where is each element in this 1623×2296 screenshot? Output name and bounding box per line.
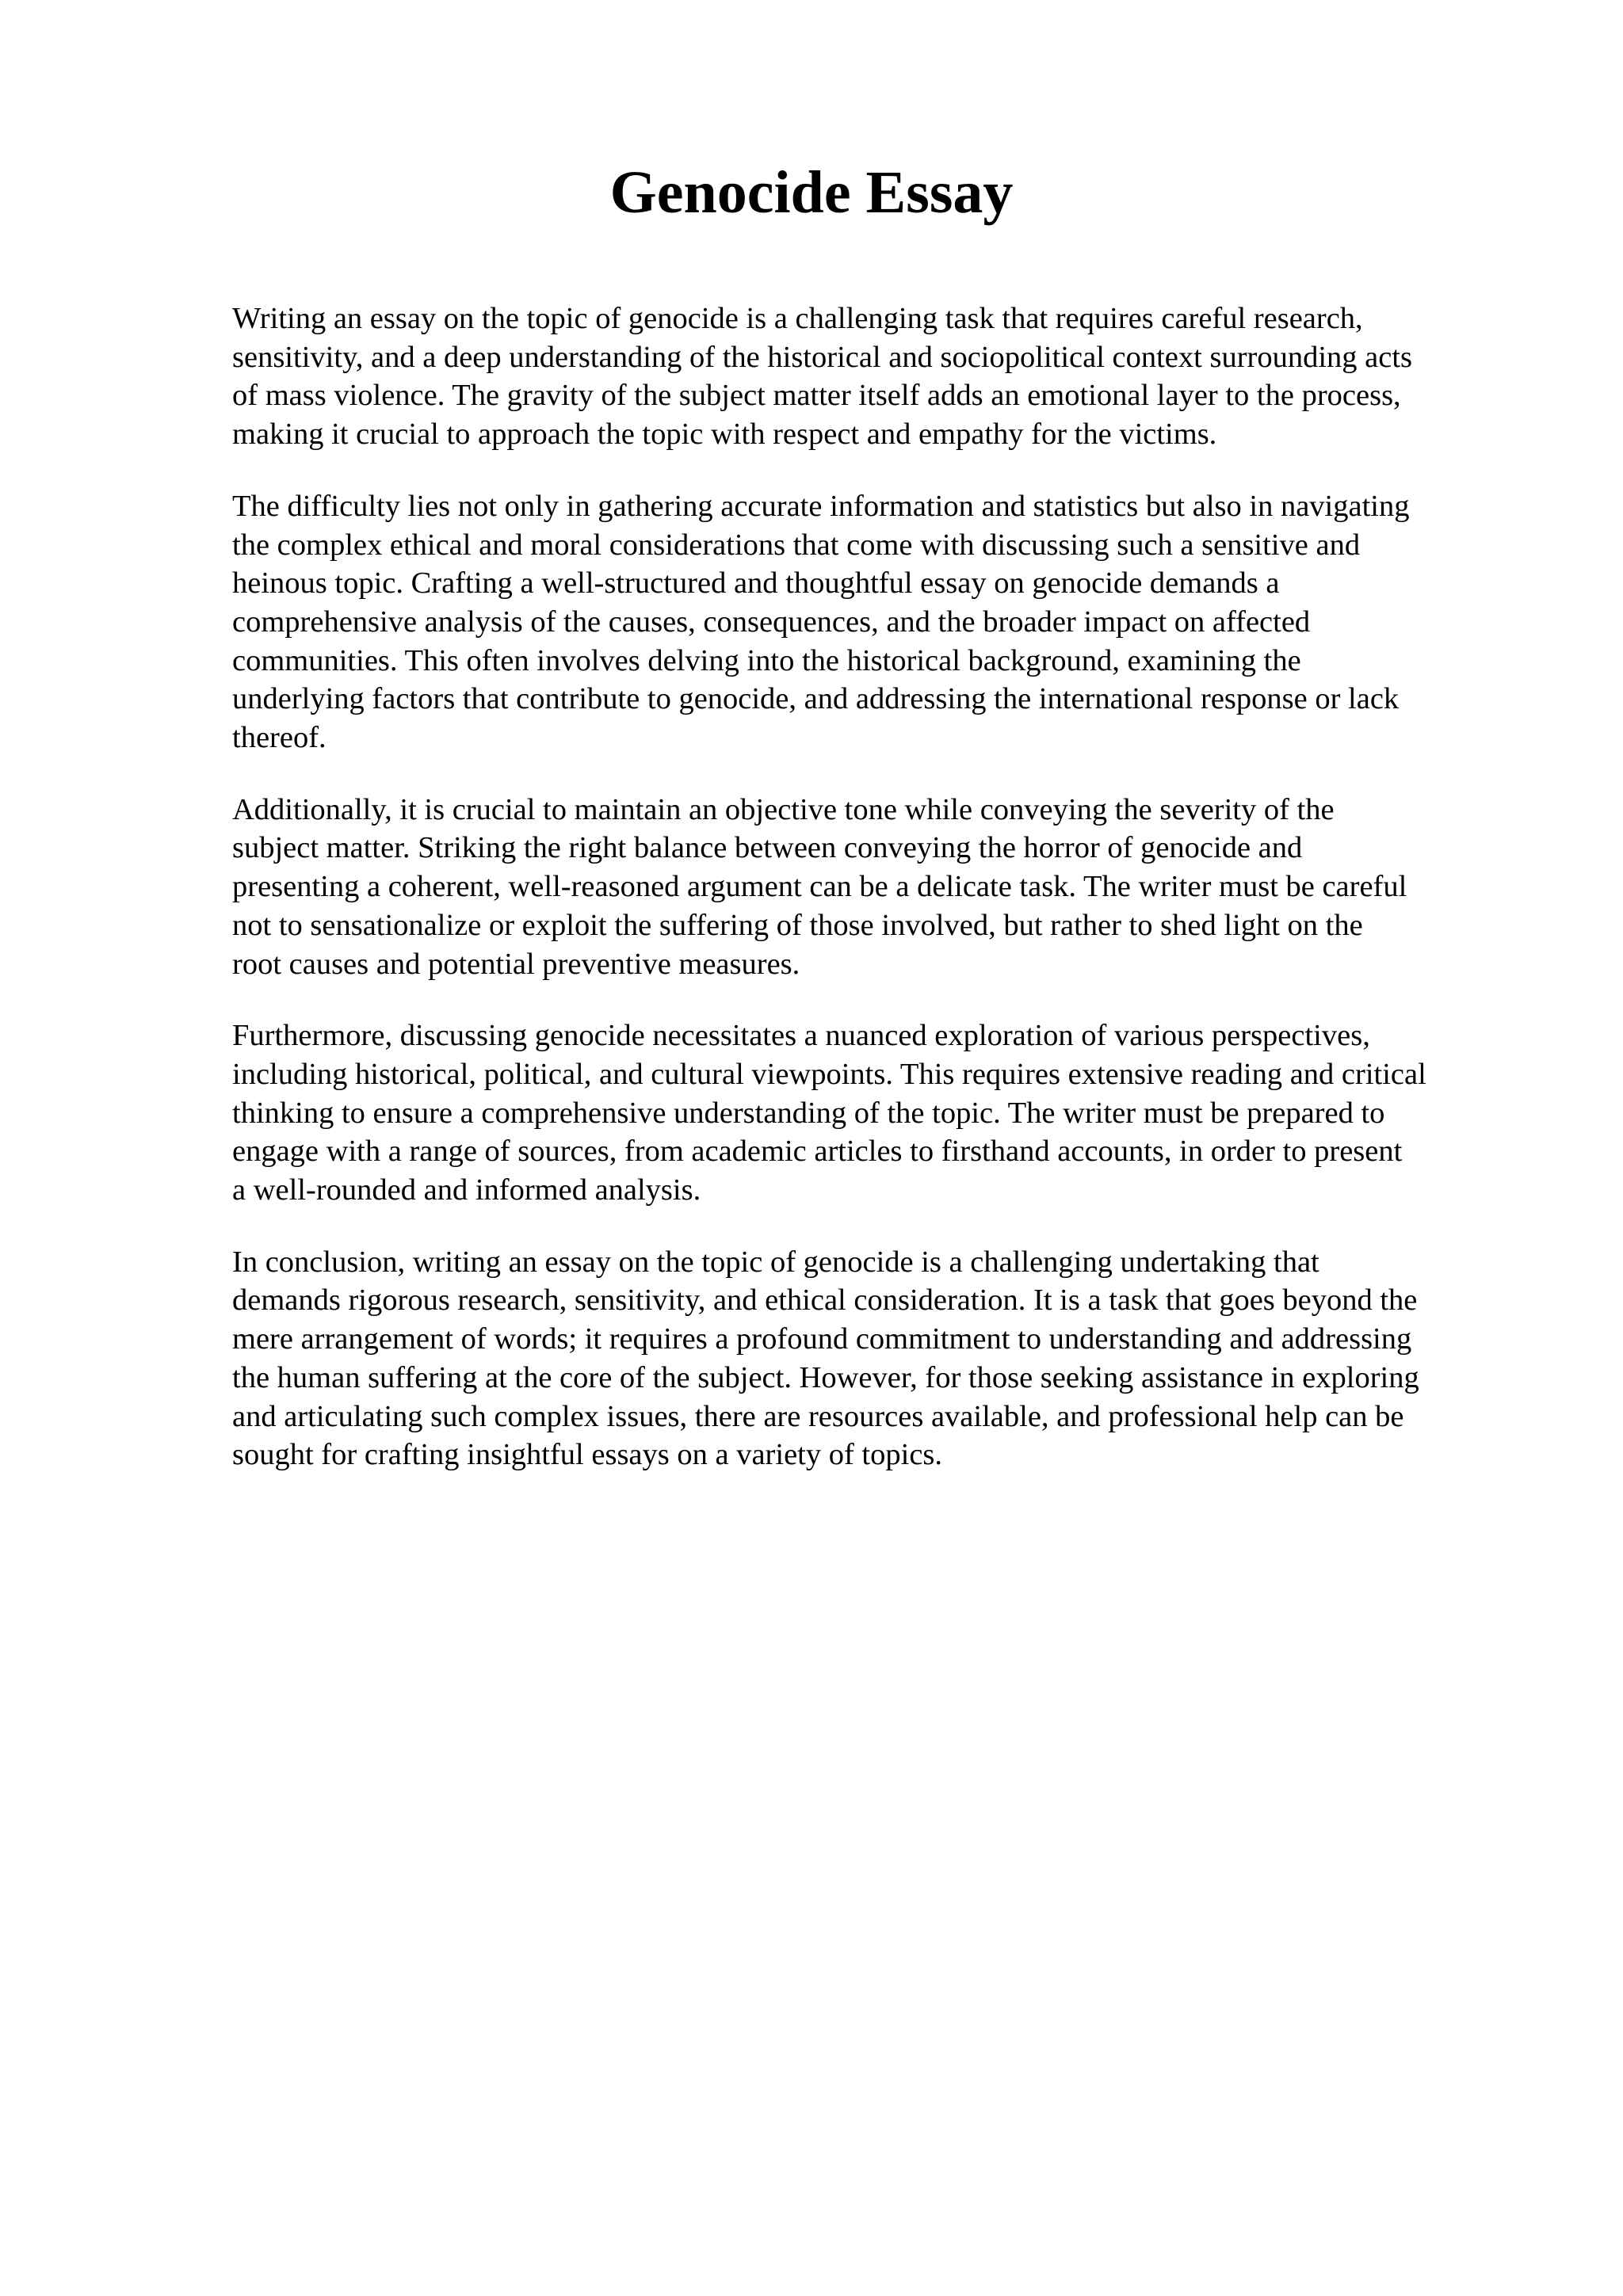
text-line: sought for crafting insightful essays on a variety of topics.	[232, 1438, 943, 1472]
text-line: root causes and potential preventive measures.	[232, 947, 800, 981]
text-line: sensitivity, and a deep understanding of the historical and sociopolitical context surrounding acts	[232, 340, 1413, 374]
text-line: of mass violence. The gravity of the subject matter itself adds an emotional layer to the process,	[232, 379, 1401, 413]
text-line: communities. This often involves delving into the historical background, examining the	[232, 643, 1301, 677]
text-line: mere arrangement of words; it requires a profound commitment to understanding and addressing	[232, 1322, 1412, 1356]
text-line: subject matter. Striking the right balance between conveying the horror of genocide and	[232, 831, 1303, 865]
text-line: Writing an essay on the topic of genocide is a challenging task that requires careful research,	[232, 302, 1363, 335]
text-line: demands rigorous research, sensitivity, and ethical consideration. It is a task that goes beyond the	[232, 1283, 1418, 1318]
paragraph-4	[232, 1016, 1529, 1210]
document-title: Genocide Essay	[609, 159, 1014, 226]
text-line: comprehensive analysis of the causes, consequences, and the broader impact on affected	[232, 605, 1311, 639]
text-line: In conclusion, writing an essay on the topic of genocide is a challenging undertaking that	[232, 1245, 1319, 1279]
text-line: not to sensationalize or exploit the suffering of those involved, but rather to shed light on the	[232, 908, 1363, 942]
paragraph-3	[232, 791, 1529, 984]
text-line: underlying factors that contribute to genocide, and addressing the international response or lack	[232, 682, 1400, 716]
text-line: The difficulty lies not only in gathering accurate information and statistics but also in navigating	[232, 489, 1410, 523]
text-line: engage with a range of sources, from academic articles to firsthand accounts, in order to present	[232, 1135, 1403, 1169]
text-line: presenting a coherent, well-reasoned argument can be a delicate task. The writer must be careful	[232, 870, 1407, 904]
essay-body	[232, 299, 1529, 1508]
text-line: the human suffering at the core of the subject. However, for those seeking assistance in exploring	[232, 1360, 1419, 1394]
text-line: heinous topic. Crafting a well-structured and thoughtful essay on genocide demands a	[232, 566, 1280, 601]
paragraph-2	[232, 487, 1529, 757]
text-line: including historical, political, and cultural viewpoints. This requires extensive reading and critical	[232, 1057, 1426, 1091]
paragraph-5	[232, 1243, 1529, 1474]
text-line: thereof.	[232, 721, 327, 755]
text-line: the complex ethical and moral considerations that come with discussing such a sensitive and	[232, 528, 1361, 562]
text-line: Furthermore, discussing genocide necessitates a nuanced exploration of various perspectives,	[232, 1019, 1370, 1053]
text-line: making it crucial to approach the topic with respect and empathy for the victims.	[232, 418, 1217, 452]
text-line: and articulating such complex issues, there are resources available, and professional help can be	[232, 1399, 1404, 1433]
text-line: thinking to ensure a comprehensive understanding of the topic. The writer must be prepared to	[232, 1096, 1385, 1130]
paragraph-1	[232, 299, 1529, 454]
text-line: a well-rounded and informed analysis.	[232, 1173, 701, 1207]
text-line: Additionally, it is crucial to maintain an objective tone while conveying the severity of the	[232, 792, 1335, 826]
